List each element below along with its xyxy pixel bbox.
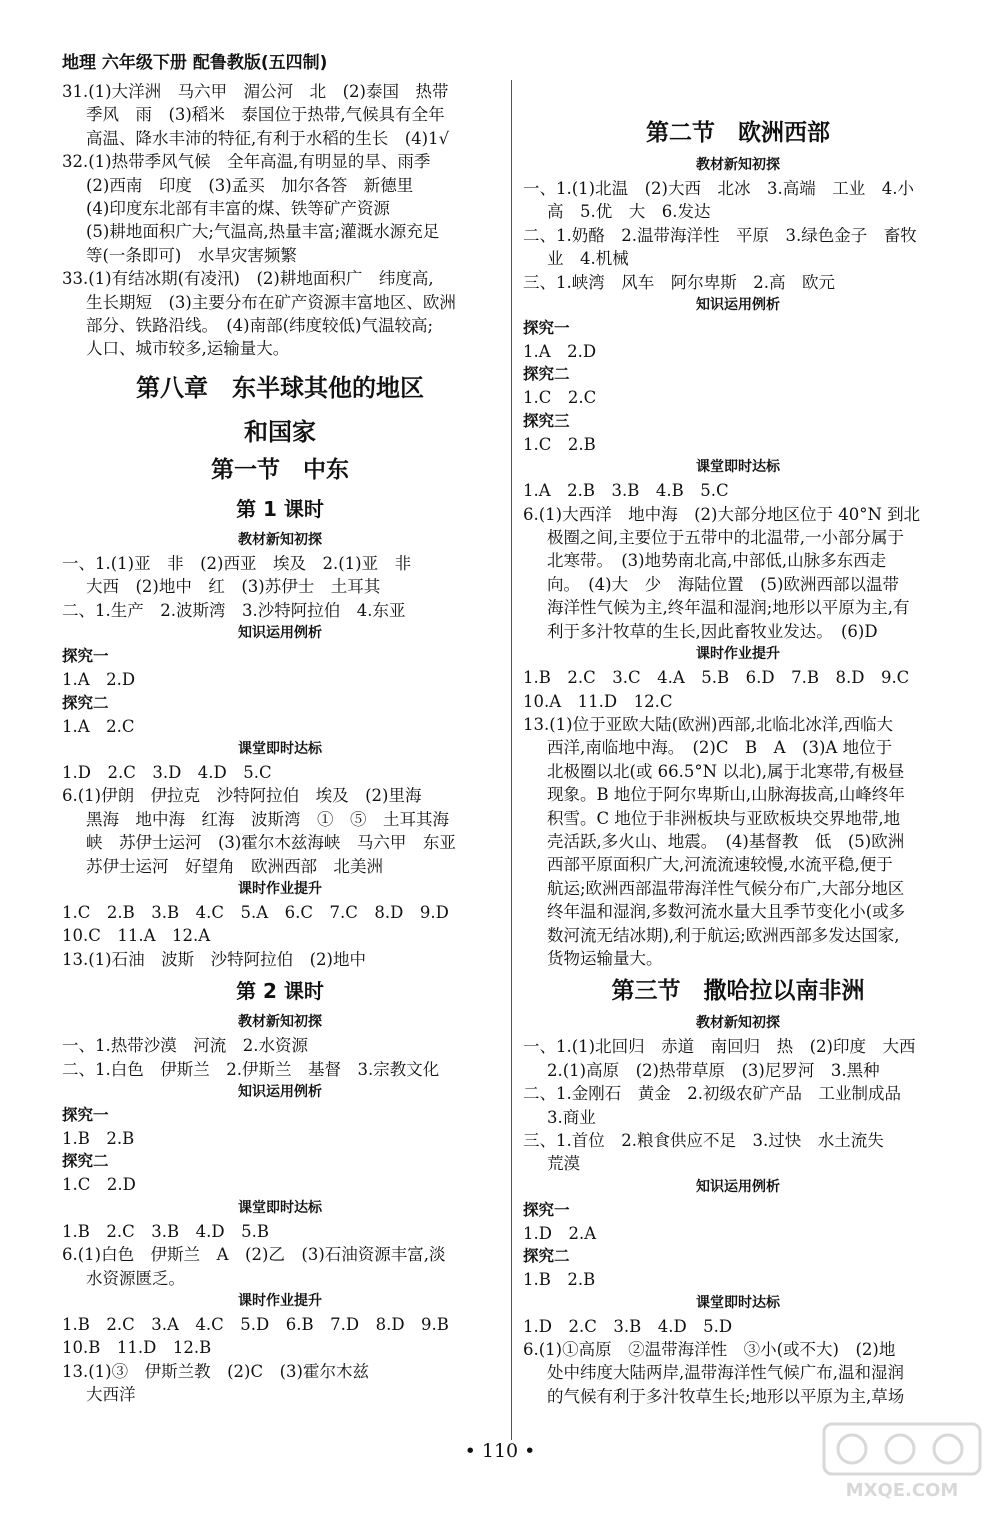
answer-line: 1.B 2.C 3.A 4.C 5.D 6.B 7.D 8.D 9.B <box>62 1315 449 1334</box>
answer-line: 数河流无结冰期),利于航运;欧洲西部多发达国家, <box>547 925 900 945</box>
answer-line: 等(一条即可) 水旱灾害频繁 <box>86 245 297 265</box>
page-number: • 110 • <box>464 1440 536 1462</box>
answer-line: 1.C 2.B <box>523 434 596 454</box>
answer-line: (5)耕地面积广大;气温高,热量丰富;灌溉水源充足 <box>86 222 440 242</box>
answer-line: 一、1.热带沙漠 河流 2.水资源 <box>62 1036 308 1056</box>
answer-line: 1.D 2.C 3.B 4.D 5.D <box>523 1316 733 1336</box>
answer-line: 1.C 2.D <box>62 1175 136 1195</box>
answer-line: 1.B 2.B <box>62 1128 135 1148</box>
subsection-heading: 教材新知初探 <box>696 1015 780 1032</box>
answer-line: 黑海 地中海 红海 波斯湾 ① ⑤ 土耳其海 <box>86 809 449 829</box>
answer-line: 三、1.峡湾 风车 阿尔卑斯 2.高 欧元 <box>523 272 835 292</box>
probe-heading: 探究三 <box>523 411 570 430</box>
answer-line: 利于多汁牧草的生长,因此畜牧业发达。 (6)D <box>547 621 878 641</box>
answer-line: 13.(1)③ 伊斯兰教 (2)C (3)霍尔木兹 <box>62 1361 369 1381</box>
answer-line: 1.B 2.C 3.C 4.A 5.B 6.D 7.B 8.D 9.C <box>523 668 910 688</box>
subsection-heading: 教材新知初探 <box>238 1014 322 1031</box>
answer-line: 32.(1)热带季风气候 全年高温,有明显的旱、雨季 <box>62 152 431 172</box>
answer-line: (2)西南 印度 (3)孟买 加尔各答 新德里 <box>86 175 414 195</box>
chapter-title: 第八章 东半球其他的地区 <box>136 373 424 402</box>
answer-line: 一、1.(1)北回归 赤道 南回归 热 (2)印度 大西 <box>523 1037 916 1057</box>
answer-line: 积雪。C 地位于非洲板块与亚欧板块交界地带,地 <box>547 808 901 828</box>
lesson-title: 第 1 课时 <box>236 496 324 521</box>
answer-line: 1.A 2.D <box>523 342 597 362</box>
answer-line: 1.A 2.B 3.B 4.B 5.C <box>523 481 729 501</box>
answer-line: 北寒带。 (3)地势南北高,中部低,山脉多东西走 <box>547 551 887 571</box>
subsection-heading: 课堂即时达标 <box>238 740 322 757</box>
running-header: 地理 六年级下册 配鲁教版(五四制) <box>62 53 328 73</box>
answer-line: 10.A 11.D 12.C <box>523 691 673 711</box>
answer-line: 生长期短 (3)主要分布在矿产资源丰富地区、欧洲 <box>86 292 456 312</box>
answer-line: 业 4.机械 <box>547 249 629 269</box>
subsection-heading: 课堂即时达标 <box>696 1294 780 1311</box>
answer-line: 季风 雨 (3)稻米 泰国位于热带,气候具有全年 <box>86 105 445 125</box>
answer-line: 1.C 2.C <box>523 388 597 408</box>
answer-line: 2.(1)高原 (2)热带草原 (3)尼罗河 3.黑种 <box>547 1060 880 1080</box>
answer-line: 1.D 2.A <box>523 1223 597 1243</box>
subsection-heading: 知识运用例析 <box>696 297 780 314</box>
lesson-title: 第 2 课时 <box>236 979 324 1004</box>
answer-line: 10.C 11.A 12.A <box>62 926 211 946</box>
probe-heading: 探究二 <box>523 365 570 384</box>
answer-line: 一、1.(1)亚 非 (2)西亚 埃及 2.(1)亚 非 <box>62 553 412 573</box>
chapter-title: 和国家 <box>244 417 316 446</box>
probe-heading: 探究二 <box>62 693 109 712</box>
section-title: 第二节 欧洲西部 <box>646 120 830 146</box>
subsection-heading: 知识运用例析 <box>238 625 322 642</box>
answer-line: 13.(1)石油 波斯 沙特阿拉伯 (2)地中 <box>62 949 366 969</box>
answer-line: 1.A 2.D <box>62 670 136 690</box>
watermark-text: MXQE.COM <box>845 1480 959 1501</box>
subsection-heading: 知识运用例析 <box>238 1083 322 1100</box>
answer-line: 极圈之间,主要位于五带中的北温带,一小部分属于 <box>547 528 904 548</box>
subsection-heading: 课时作业提升 <box>238 880 322 897</box>
answer-line: 航运;欧洲西部温带海洋性气候分布广,大部分地区 <box>547 878 905 898</box>
answer-line: 6.(1)①高原 ②温带海洋性 ③小(或不大) (2)地 <box>523 1340 896 1360</box>
probe-heading: 探究二 <box>62 1152 109 1171</box>
answer-line: 1.A 2.C <box>62 716 135 736</box>
answer-line: 大西 (2)地中 红 (3)苏伊士 土耳其 <box>86 577 381 597</box>
answer-line: 部分、铁路沿线。 (4)南部(纬度较低)气温较高; <box>86 316 434 336</box>
answer-line: 荒漠 <box>547 1154 580 1174</box>
subsection-heading: 课时作业提升 <box>238 1293 322 1309</box>
answer-line: 北极圈以北(或 66.5°N 以北),属于北寒带,有极昼 <box>547 761 905 781</box>
answer-line: 处中纬度大陆两岸,温带海洋性气候广布,温和湿润 <box>547 1363 904 1383</box>
answer-line: 西部平原面积广大,河流流速较慢,水流平稳,便于 <box>547 855 893 875</box>
answer-line: 31.(1)大洋洲 马六甲 湄公河 北 (2)泰国 热带 <box>62 82 449 101</box>
answer-line: 6.(1)伊朗 伊拉克 沙特阿拉伯 埃及 (2)里海 <box>62 786 422 806</box>
answer-line: 二、1.金刚石 黄金 2.初级农矿产品 工业制成品 <box>523 1084 901 1104</box>
answer-line: 1.B 2.B <box>523 1270 596 1290</box>
answer-line: 高温、降水丰沛的特征,有利于水稻的生长 (4)1√ <box>86 128 450 148</box>
answer-line: 一、1.(1)北温 (2)大西 北冰 3.高端 工业 4.小 <box>523 179 914 198</box>
right-column <box>523 112 953 1408</box>
probe-heading: 探究一 <box>62 647 109 666</box>
answer-line: 海洋性气候为主,终年温和湿润;地形以平原为主,有 <box>547 598 910 618</box>
subsection-heading: 课时作业提升 <box>696 646 780 663</box>
answer-line: 1.B 2.C 3.B 4.D 5.B <box>62 1221 269 1241</box>
answer-line: 3.商业 <box>547 1107 596 1127</box>
answer-line: 13.(1)位于亚欧大陆(欧洲)西部,北临北冰洋,西临大 <box>523 714 893 734</box>
answer-line: 大西洋 <box>86 1385 136 1405</box>
answer-line: 货物运输量大。 <box>547 948 663 968</box>
answer-line: 1.D 2.C 3.D 4.D 5.C <box>62 762 272 782</box>
answer-line: 壳活跃,多火山、地震。 (4)基督教 低 (5)欧洲 <box>547 831 905 851</box>
left-column <box>62 80 498 1407</box>
subsection-heading: 知识运用例析 <box>696 1178 780 1195</box>
answer-line: 1.C 2.B 3.B 4.C 5.A 6.C 7.C 8.D 9.D <box>62 902 449 922</box>
subsection-heading: 教材新知初探 <box>238 531 322 548</box>
answer-line: 10.B 11.D 12.B <box>62 1338 212 1358</box>
section-title: 第一节 中东 <box>211 456 349 483</box>
answer-line: 二、1.白色 伊斯兰 2.伊斯兰 基督 3.宗教文化 <box>62 1059 440 1079</box>
column-divider <box>511 80 512 1440</box>
answer-line: 终年温和湿润,多数河流水量大且季节变化小(或多 <box>547 902 906 922</box>
answer-line: 西洋,南临地中海。 (2)C B A (3)A 地位于 <box>547 738 893 758</box>
probe-heading: 探究一 <box>523 1200 570 1219</box>
answer-line: 的气候有利于多汁牧草生长;地形以平原为主,草场 <box>547 1386 905 1406</box>
probe-heading: 探究一 <box>62 1105 109 1124</box>
probe-heading: 探究一 <box>523 319 570 338</box>
answer-line: 6.(1)大西洋 地中海 (2)大部分地区位于 40°N 到北 <box>523 504 921 524</box>
subsection-heading: 课堂即时达标 <box>696 459 780 476</box>
section-title: 第三节 撒哈拉以南非洲 <box>611 978 865 1005</box>
answer-line: 向。 (4)大 少 海陆位置 (5)欧洲西部以温带 <box>547 574 899 594</box>
subsection-heading: 课堂即时达标 <box>238 1199 322 1216</box>
answer-line: 二、1.奶酪 2.温带海洋性 平原 3.绿色金子 畜牧 <box>523 225 917 245</box>
answer-line: 二、1.生产 2.波斯湾 3.沙特阿拉伯 4.东亚 <box>62 600 406 620</box>
answer-line: 水资源匮乏。 <box>86 1268 185 1288</box>
answer-line: 现象。B 地位于阿尔卑斯山,山脉海拔高,山峰终年 <box>547 785 905 805</box>
watermark-logo <box>822 1422 982 1502</box>
answer-line: 苏伊士运河 好望角 欧洲西部 北美洲 <box>86 856 383 876</box>
answer-line: 高 5.优 大 6.发达 <box>547 202 711 222</box>
answer-line: 三、1.首位 2.粮食供应不足 3.过快 水土流失 <box>523 1131 884 1150</box>
subsection-heading: 教材新知初探 <box>696 157 780 173</box>
answer-line: 6.(1)白色 伊斯兰 A (2)乙 (3)石油资源丰富,淡 <box>62 1245 446 1265</box>
answer-line: 峡 苏伊士运河 (3)霍尔木兹海峡 马六甲 东亚 <box>86 833 456 853</box>
answer-line: 33.(1)有结冰期(有凌汛) (2)耕地面积广 纬度高, <box>62 269 434 289</box>
probe-heading: 探究二 <box>523 1247 570 1266</box>
answer-line: 人口、城市较多,运输量大。 <box>86 339 290 359</box>
answer-line: (4)印度东北部有丰富的煤、铁等矿产资源 <box>86 199 390 219</box>
